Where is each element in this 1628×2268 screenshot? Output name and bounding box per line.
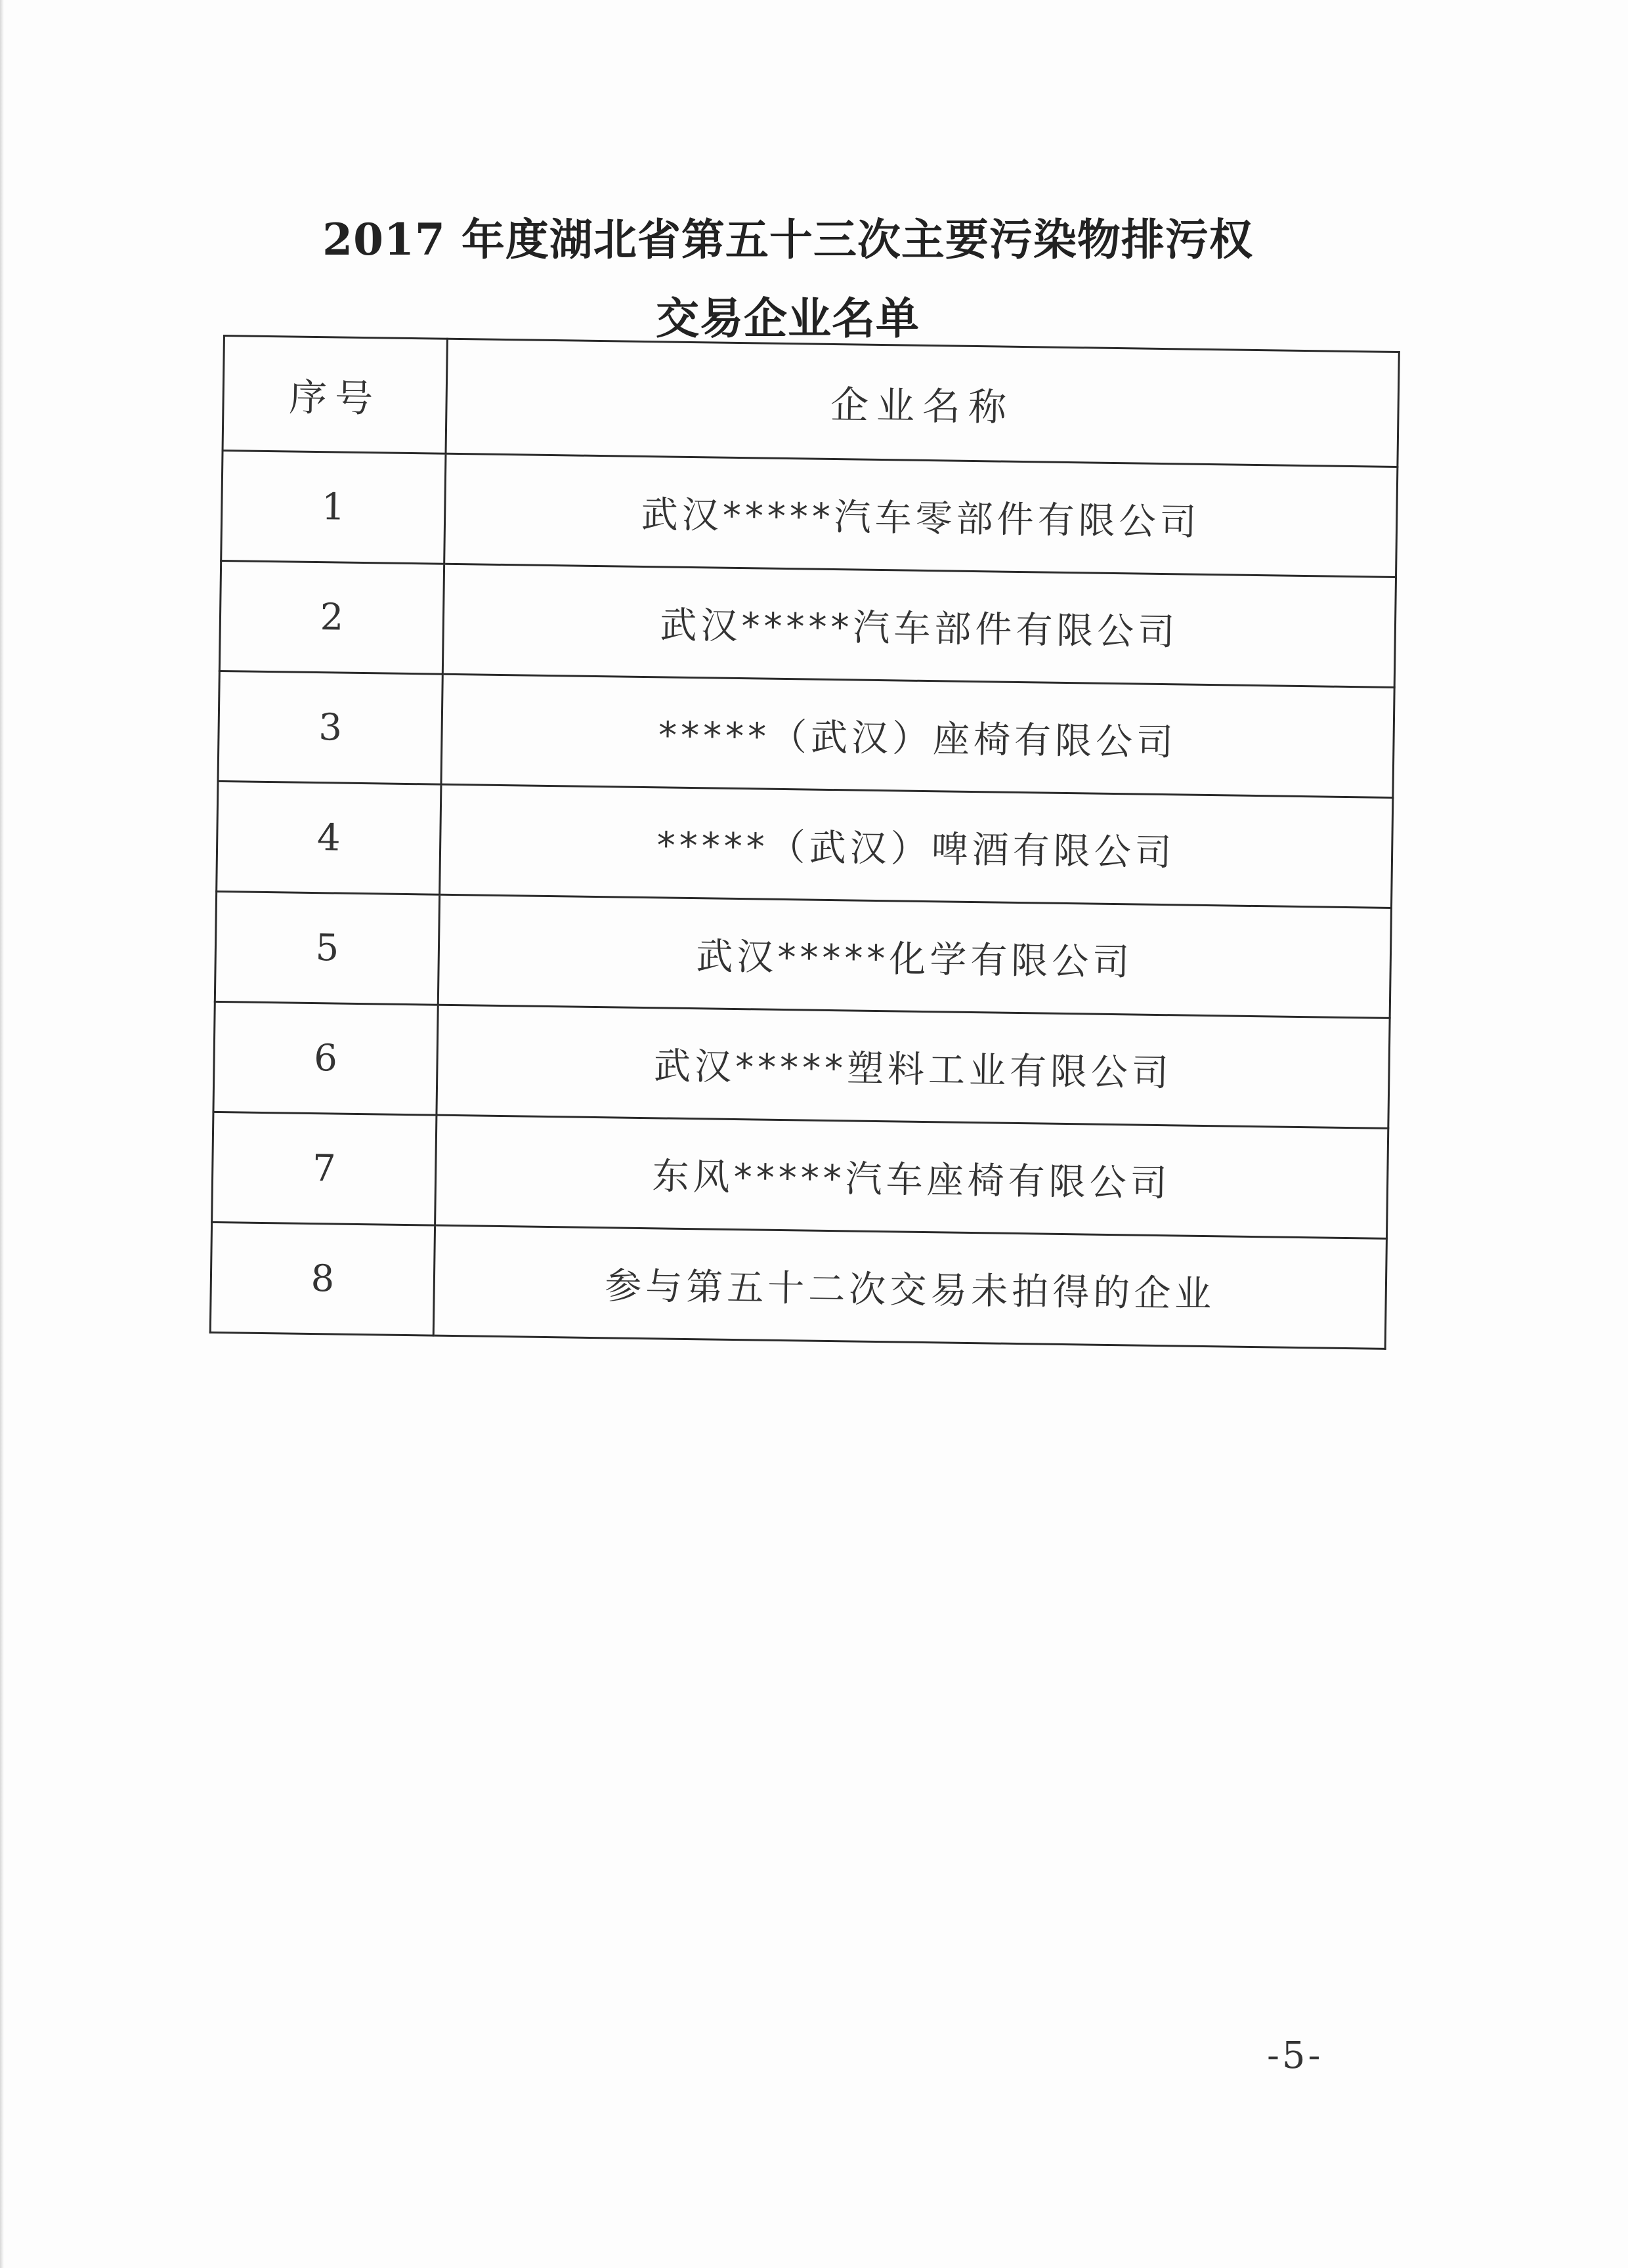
row-enterprise-name: 武汉*****汽车部件有限公司 [442, 564, 1396, 687]
row-enterprise-name: *****（武汉）座椅有限公司 [441, 674, 1394, 797]
header-serial-number: 序号 [223, 336, 447, 454]
table-row [221, 451, 1398, 578]
enterprise-list-table-wrapper [209, 335, 1398, 1350]
row-enterprise-name: 武汉*****汽车零部件有限公司 [444, 453, 1398, 577]
document-title-line2: 交易企业名单 [656, 293, 920, 344]
header-enterprise-name: 企业名称 [446, 339, 1399, 467]
row-serial-number: 4 [217, 781, 441, 894]
row-serial-number: 2 [219, 560, 444, 674]
table-row [213, 1001, 1390, 1128]
table-row [212, 1112, 1388, 1238]
row-serial-number: 7 [212, 1112, 437, 1225]
row-enterprise-name: 东风*****汽车座椅有限公司 [435, 1115, 1388, 1238]
row-enterprise-name: 武汉*****化学有限公司 [438, 894, 1391, 1018]
table-row [210, 1222, 1386, 1349]
table-row [218, 671, 1394, 797]
row-enterprise-name: *****（武汉）啤酒有限公司 [440, 784, 1393, 908]
page-number: -5- [1267, 2034, 1323, 2077]
row-serial-number: 5 [215, 891, 439, 1005]
row-serial-number: 1 [221, 451, 446, 564]
table-row [215, 891, 1391, 1018]
row-enterprise-name: 参与第五十二次交易未拍得的企业 [433, 1225, 1386, 1349]
document-title-line1: 2017 年度湖北省第五十三次主要污染物排污权 [322, 214, 1253, 265]
table-header-row [223, 336, 1399, 467]
row-serial-number: 8 [210, 1222, 435, 1335]
row-serial-number: 6 [213, 1001, 438, 1115]
row-serial-number: 3 [218, 671, 442, 784]
enterprise-list-table [209, 335, 1400, 1350]
table-row [219, 560, 1396, 687]
table-row [217, 781, 1393, 908]
row-enterprise-name: 武汉*****塑料工业有限公司 [437, 1005, 1390, 1128]
